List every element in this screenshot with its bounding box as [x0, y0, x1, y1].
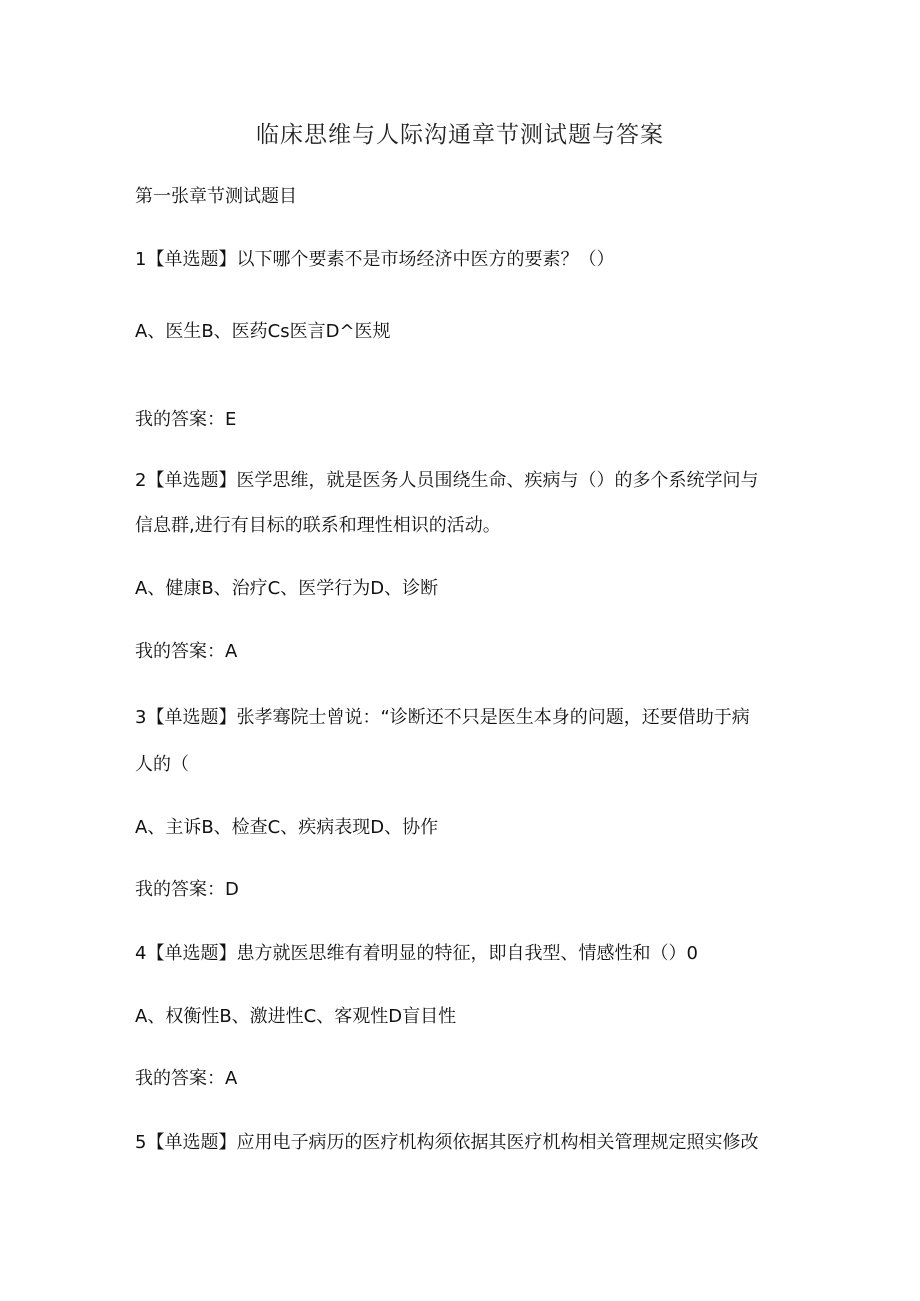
question-3-stem-continued: 人的（ [135, 754, 189, 775]
question-1-answer: 我的答案：E [135, 409, 237, 430]
question-2-options: A、健康B、治疗C、医学行为D、诊断 [135, 578, 439, 599]
question-2-stem-continued: 信息群,进行有目标的联系和理性相识的活动。 [135, 515, 501, 536]
question-2-answer: 我的答案：A [135, 641, 238, 662]
question-3-stem: 3【单选题】张孝骞院士曾说：“诊断还不只是医生本身的问题，还要借助于病 [135, 707, 750, 728]
question-1-stem: 1【单选题】以下哪个要素不是市场经济中医方的要素？（） [135, 249, 615, 270]
document-title: 临床思维与人际沟通章节测试题与答案 [256, 122, 664, 148]
question-4-stem: 4【单选题】患方就医思维有着明显的特征，即自我型、情感性和（）0 [135, 943, 698, 964]
question-3-answer: 我的答案：D [135, 879, 239, 900]
section-heading: 第一张章节测试题目 [135, 186, 297, 207]
question-4-answer: 我的答案：A [135, 1068, 238, 1089]
question-5-stem: 5【单选题】应用电子病历的医疗机构须依据其医疗机构相关管理规定照实修改 [135, 1132, 759, 1153]
question-2-stem: 2【单选题】医学思维，就是医务人员围绕生命、疾病与（）的多个系统学问与 [135, 470, 759, 491]
question-3-options: A、主诉B、检查C、疾病表现D、协作 [135, 817, 439, 838]
question-4-options: A、权衡性B、激进性C、客观性D盲目性 [135, 1006, 457, 1027]
question-1-options: A、医生B、医药Cs医言D^医规 [135, 321, 391, 342]
